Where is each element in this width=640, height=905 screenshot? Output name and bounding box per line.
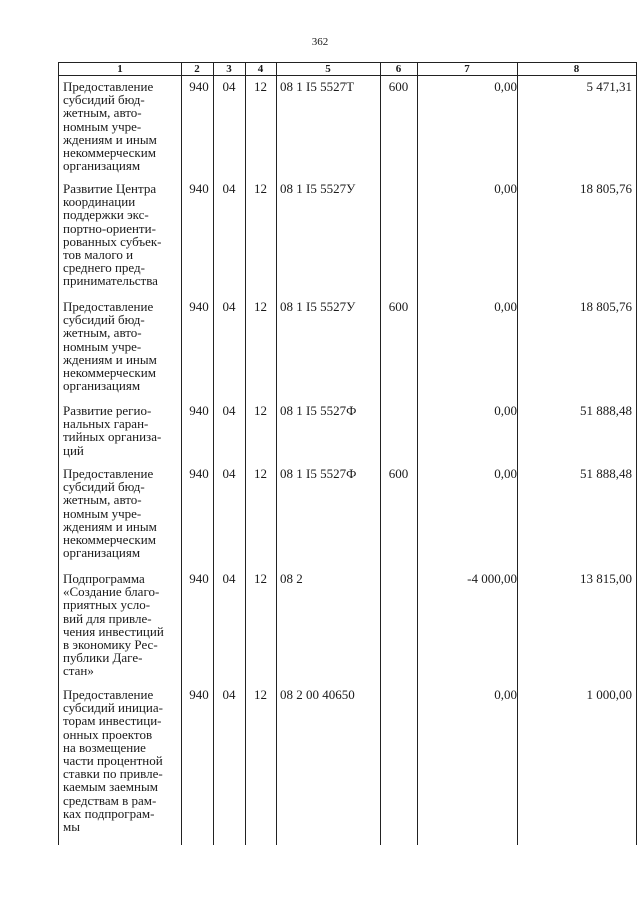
row-name: Предоставление субсидий бюд- жетным, авто- номным учре- ждениям и иным некоммерческим организациям xyxy=(63,466,157,561)
row-name: Предоставление субсидий инициа- торам инвестици- онных проектов на возмещение части процентной ставки по привле- каемым заемным средствам в рам- ках подпрограм- мы xyxy=(63,687,163,835)
cell-col-4: 12 xyxy=(254,687,267,702)
cell-col-8: 18 805,76 xyxy=(580,181,632,196)
cell-col-6: 600 xyxy=(388,466,409,481)
cell-col-6: 600 xyxy=(388,79,409,94)
cell-col-5: 08 1 I5 5527У xyxy=(280,181,356,196)
column-divider xyxy=(417,62,418,845)
cell-col-3: 04 xyxy=(222,403,236,418)
cell-col-3: 04 xyxy=(222,466,236,481)
cell-col-2: 940 xyxy=(189,571,209,586)
header-col-7: 7 xyxy=(464,63,470,75)
cell-col-7: 0,00 xyxy=(494,687,517,702)
cell-col-8: 51 888,48 xyxy=(580,403,632,418)
cell-col-4: 12 xyxy=(254,79,267,94)
cell-col-2: 940 xyxy=(189,79,209,94)
row-name: Развитие Центра координации поддержки экс- портно-ориенти- рованных субъек- тов малого и среднего пред- принимательства xyxy=(63,181,162,289)
cell-col-3: 04 xyxy=(222,181,236,196)
table-header xyxy=(59,62,636,76)
column-divider xyxy=(245,62,246,845)
header-col-4: 4 xyxy=(257,63,264,75)
cell-col-3: 04 xyxy=(222,687,236,702)
cell-col-5: 08 2 00 40650 xyxy=(280,687,355,702)
cell-col-4: 12 xyxy=(254,181,267,196)
cell-col-5: 08 1 I5 5527Т xyxy=(280,79,355,94)
row-name: Подпрограмма «Создание благо- приятных усло- вий для привле- чения инвестиций в экономику Рес- публики Даге- стан» xyxy=(63,571,164,679)
cell-col-8: 18 805,76 xyxy=(580,299,632,314)
cell-col-6: 600 xyxy=(388,299,409,314)
cell-col-2: 940 xyxy=(189,403,209,418)
cell-col-7: 0,00 xyxy=(494,299,517,314)
cell-col-3: 04 xyxy=(222,79,236,94)
cell-col-2: 940 xyxy=(189,181,209,196)
cell-col-7: 0,00 xyxy=(494,79,517,94)
cell-col-4: 12 xyxy=(254,571,267,586)
cell-col-5: 08 1 I5 5527Ф xyxy=(280,466,357,481)
cell-col-8: 51 888,48 xyxy=(580,466,632,481)
cell-col-3: 04 xyxy=(222,299,236,314)
cell-col-5: 08 1 I5 5527Ф xyxy=(280,403,357,418)
cell-col-7: -4 000,00 xyxy=(467,571,517,586)
header-col-5: 5 xyxy=(325,63,331,75)
cell-col-3: 04 xyxy=(222,571,236,586)
cell-col-5: 08 2 xyxy=(280,571,303,586)
cell-col-4: 12 xyxy=(254,466,267,481)
cell-col-5: 08 1 I5 5527У xyxy=(280,299,356,314)
column-divider xyxy=(213,62,214,845)
cell-col-8: 1 000,00 xyxy=(586,687,632,702)
cell-col-4: 12 xyxy=(254,403,267,418)
header-col-6: 6 xyxy=(395,63,402,75)
row-name: Предоставление субсидий бюд- жетным, авто- номным учре- ждениям и иным некоммерческим организациям xyxy=(63,299,157,394)
row-name: Развитие регио- нальных гаран- тийных организа- ций xyxy=(63,403,162,458)
column-divider xyxy=(517,62,518,845)
row-name: Предоставление субсидий бюд- жетным, авто- номным учре- ждениям и иным некоммерческим организациям xyxy=(63,79,157,174)
header-col-8: 8 xyxy=(573,63,580,75)
cell-col-7: 0,00 xyxy=(494,403,517,418)
cell-col-7: 0,00 xyxy=(494,466,517,481)
cell-col-8: 13 815,00 xyxy=(580,571,632,586)
budget-table xyxy=(58,62,637,845)
header-col-3: 3 xyxy=(226,63,232,75)
page-number: 362 xyxy=(311,36,329,48)
cell-col-2: 940 xyxy=(189,466,209,481)
column-divider xyxy=(380,62,381,845)
header-col-1: 1 xyxy=(117,63,123,75)
cell-col-4: 12 xyxy=(254,299,267,314)
cell-col-7: 0,00 xyxy=(494,181,517,196)
cell-col-2: 940 xyxy=(189,687,209,702)
cell-col-2: 940 xyxy=(189,299,209,314)
header-col-2: 2 xyxy=(194,63,200,75)
column-divider xyxy=(276,62,277,845)
cell-col-8: 5 471,31 xyxy=(586,79,632,94)
